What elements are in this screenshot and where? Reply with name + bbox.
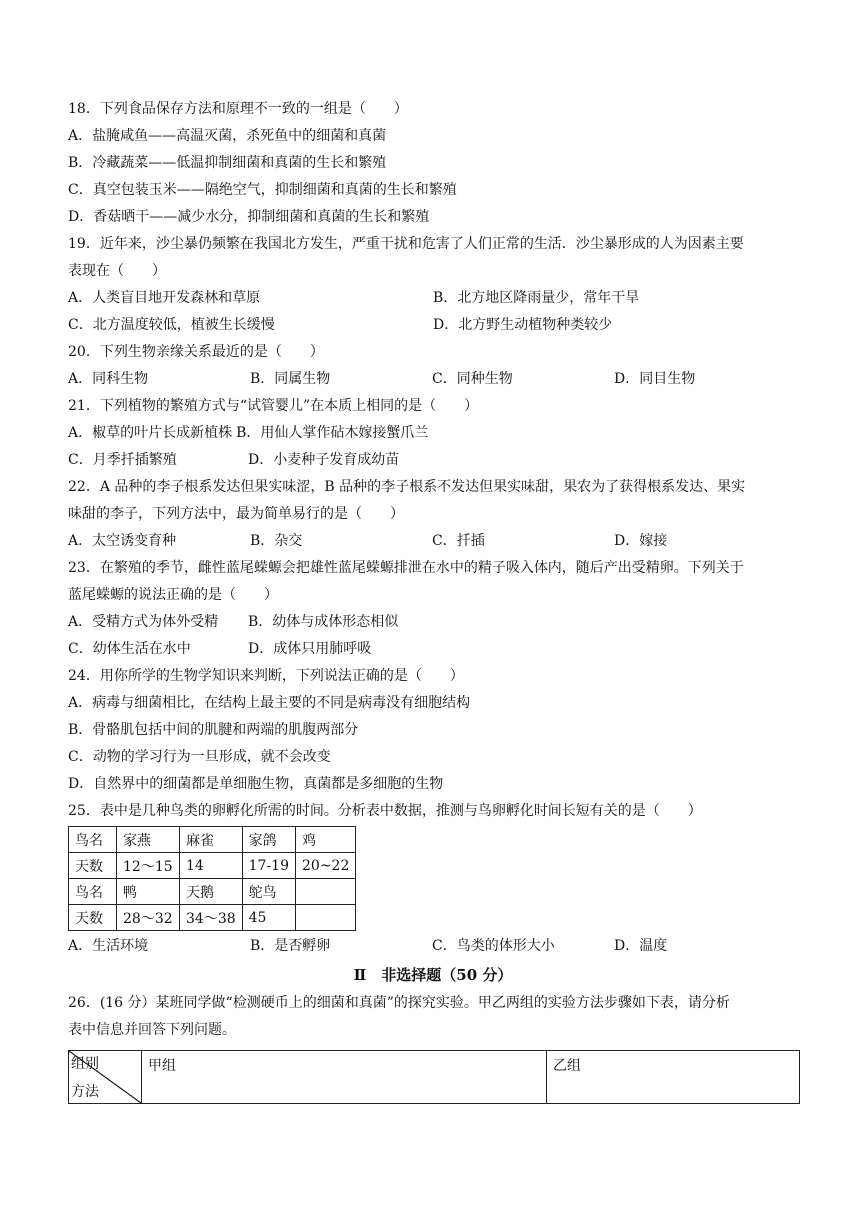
question-stem-continued: 蓝尾蝾螈的说法正确的是（ ）	[68, 587, 278, 603]
option-b: B．同属生物	[250, 371, 331, 387]
table-cell: 麻雀	[180, 827, 243, 853]
table-row	[69, 905, 356, 931]
question-18	[68, 96, 798, 231]
question-stem: 19．近年来，沙尘暴仍频繁在我国北方发生，严重干扰和危害了人们正常的生活．沙尘暴形成的人为因素主要	[68, 236, 744, 252]
question-stem: 22．A 品种的李子根系发达但果实味涩，B 品种的李子根系不发达但果实味甜，果农为了获得根系发达、果实	[68, 479, 746, 495]
question-stem: 24．用你所学的生物学知识来判断，下列说法正确的是（ ）	[68, 668, 464, 684]
question-stem: 18．下列食品保存方法和原理不一致的一组是（ ）	[68, 101, 408, 117]
option-a: A．同科生物	[68, 371, 149, 387]
options-row	[68, 933, 798, 960]
table-cell: 45	[242, 905, 295, 931]
table-cell: 天数	[69, 853, 117, 879]
header-method-label: 方法	[71, 1084, 99, 1100]
table-cell: 家燕	[117, 827, 180, 853]
table-row	[69, 1051, 800, 1104]
question-24	[68, 663, 798, 798]
option-d: D．温度	[614, 938, 668, 954]
table-cell: 17-19	[242, 853, 295, 879]
question-26	[68, 990, 798, 1104]
experiment-table	[68, 1050, 800, 1104]
options-row	[68, 312, 798, 339]
table-cell: 家鸽	[242, 827, 295, 853]
option-b: B．骨骼肌包括中间的肌腱和两端的肌腹两部分	[68, 722, 359, 738]
options-row	[68, 528, 798, 555]
table-cell: 28～32	[117, 905, 180, 931]
bird-hatching-table	[68, 826, 356, 931]
header-group-label: 组别	[71, 1056, 99, 1072]
question-stem-continued: 表中信息并回答下列问题。	[68, 1022, 236, 1038]
option-a: A．椒草的叶片长成新植株	[68, 425, 233, 441]
question-stem: 20．下列生物亲缘关系最近的是（ ）	[68, 344, 324, 360]
table-cell: 天鹅	[180, 879, 243, 905]
option-c: C．同种生物	[432, 371, 513, 387]
option-b: B．北方地区降雨量少，常年干旱	[433, 290, 640, 306]
question-stem-continued: 表现在（ ）	[68, 263, 166, 279]
option-b: B．杂交	[250, 533, 303, 549]
option-a: A．太空诱变育种	[68, 533, 177, 549]
question-stem: 21．下列植物的繁殖方式与“试管婴儿”在本质上相同的是（ ）	[68, 398, 479, 414]
question-25	[68, 798, 798, 960]
table-cell: 天数	[69, 905, 117, 931]
options-row	[68, 609, 798, 636]
option-c: C．北方温度较低，植被生长缓慢	[68, 317, 275, 333]
option-a: A．盐腌咸鱼——高温灭菌，杀死鱼中的细菌和真菌	[68, 128, 387, 144]
table-cell: 20~22	[296, 853, 356, 879]
exam-page	[68, 96, 798, 1104]
option-a: A．病毒与细菌相比，在结构上最主要的不同是病毒没有细胞结构	[68, 695, 471, 711]
table-row	[69, 879, 356, 905]
options-row	[68, 636, 798, 663]
options-row	[68, 420, 798, 447]
question-23	[68, 555, 798, 663]
option-c: C．幼体生活在水中	[68, 641, 191, 657]
diagonal-header-cell	[69, 1051, 142, 1104]
table-cell: 12～15	[117, 853, 180, 879]
options-row	[68, 366, 798, 393]
option-d: D．自然界中的细菌都是单细胞生物，真菌都是多细胞的生物	[68, 776, 444, 792]
option-c: C．鸟类的体形大小	[432, 938, 555, 954]
option-d: D．嫁接	[614, 533, 668, 549]
option-c: C．真空包装玉米——隔绝空气，抑制细菌和真菌的生长和繁殖	[68, 182, 457, 198]
table-row	[69, 827, 356, 853]
table-cell: 34～38	[180, 905, 243, 931]
option-c: C．扦插	[432, 533, 485, 549]
table-cell: 鸟名	[69, 827, 117, 853]
option-b: B．冷藏蔬菜——低温抑制细菌和真菌的生长和繁殖	[68, 155, 387, 171]
table-row	[69, 853, 356, 879]
table-cell: 14	[180, 853, 243, 879]
table-cell	[296, 905, 356, 931]
option-c: C．月季扦插繁殖	[68, 452, 177, 468]
diagonal-header	[69, 1051, 141, 1103]
option-a: A．人类盲目地开发森林和草原	[68, 290, 261, 306]
option-b: B．是否孵卵	[250, 938, 331, 954]
table-cell	[296, 879, 356, 905]
option-d: D．成体只用肺呼吸	[248, 641, 372, 657]
option-d: D．同目生物	[614, 371, 696, 387]
section-title: Ⅱ 非选择题（50 分）	[353, 966, 513, 984]
question-22	[68, 474, 798, 555]
option-c: C．动物的学习行为一旦形成，就不会改变	[68, 749, 331, 765]
option-b: B．幼体与成体形态相似	[248, 614, 399, 630]
option-d: D．北方野生动植物种类较少	[433, 317, 613, 333]
question-20	[68, 339, 798, 393]
option-d: D．香菇晒干——减少水分，抑制细菌和真菌的生长和繁殖	[68, 209, 430, 225]
table-cell: 鸡	[296, 827, 356, 853]
group-a-header: 甲组	[142, 1051, 547, 1104]
group-b-header: 乙组	[547, 1051, 800, 1104]
options-row	[68, 285, 798, 312]
question-19	[68, 231, 798, 339]
question-stem: 23．在繁殖的季节，雌性蓝尾蝾螈会把雄性蓝尾蝾螈排泄在水中的精子吸入体内，随后产出受精卵。下列关于	[68, 560, 744, 576]
question-stem: 26．(16 分）某班同学做“检测硬币上的细菌和真菌”的探究实验。甲乙两组的实验方法步骤如下表，请分析	[68, 995, 730, 1011]
question-stem: 25．表中是几种鸟类的卵孵化所需的时间。分析表中数据，推测与鸟卵孵化时间长短有关的是（ ）	[68, 803, 702, 819]
option-d: D．小麦种子发育成幼苗	[248, 452, 400, 468]
question-21	[68, 393, 798, 474]
option-a: A．受精方式为体外受精	[68, 614, 219, 630]
table-cell: 鸭	[117, 879, 180, 905]
question-stem-continued: 味甜的李子，下列方法中，最为简单易行的是（ ）	[68, 506, 404, 522]
table-cell: 鸵鸟	[242, 879, 295, 905]
option-b: B．用仙人掌作砧木嫁接蟹爪兰	[236, 425, 429, 441]
table-cell: 鸟名	[69, 879, 117, 905]
option-a: A．生活环境	[68, 938, 149, 954]
options-row	[68, 447, 798, 474]
